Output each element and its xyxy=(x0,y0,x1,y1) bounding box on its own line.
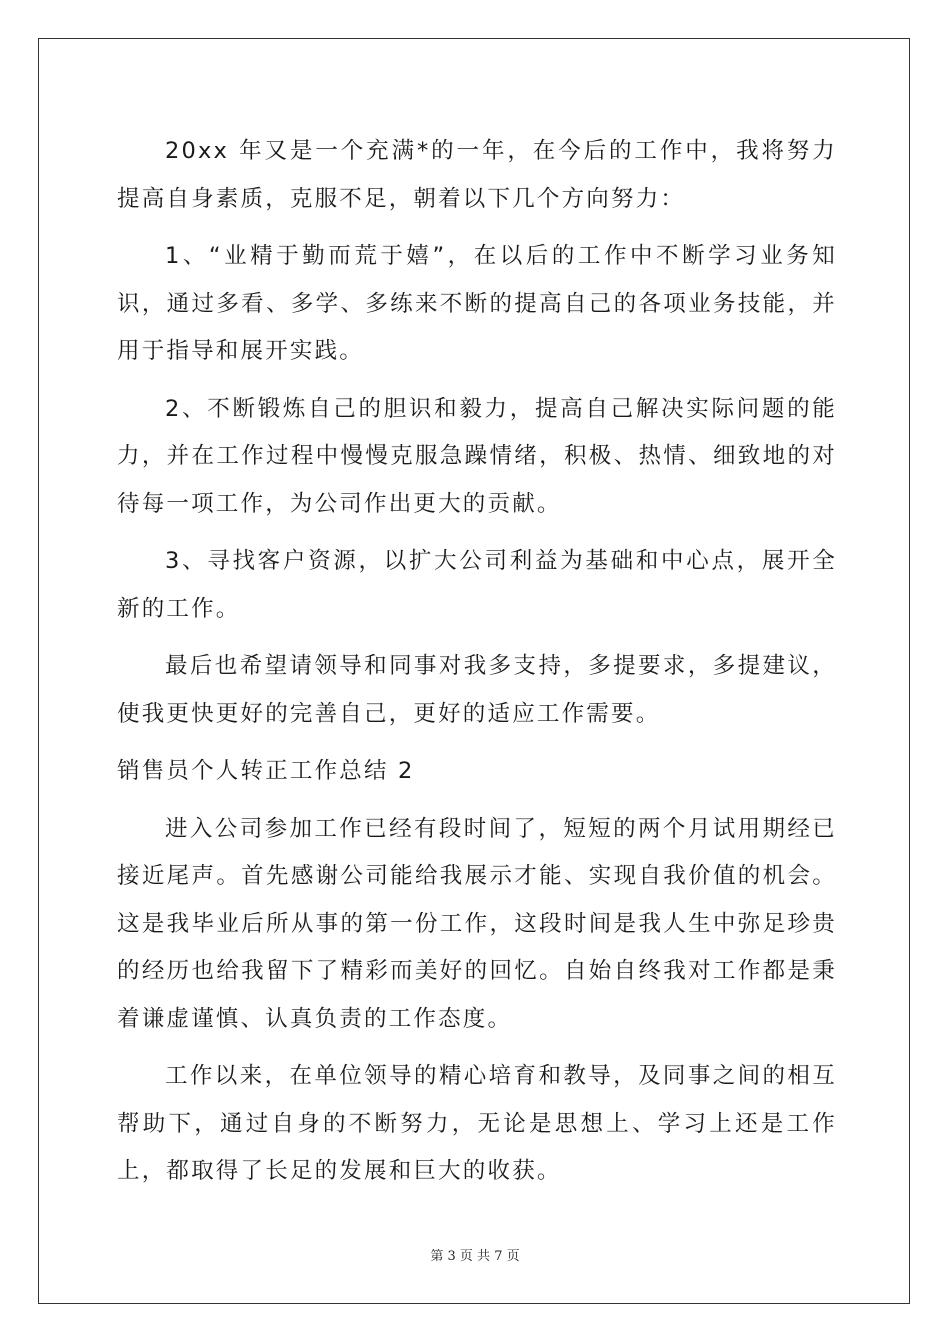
section-heading: 销售员个人转正工作总结 2 xyxy=(117,758,415,784)
page-number-footer: 第 3 页 共 7 页 xyxy=(430,1249,520,1264)
paragraph-closing: 最后也希望请领导和同事对我多支持，多提要求，多提建议，使我更快更好的完善自己，更好的适应工作需要。 xyxy=(117,653,837,727)
paragraph-section-2: 工作以来，在单位领导的精心培育和教导，及同事之间的相互帮助下，通过自身的不断努力，无论是思想上、学习上还是工作上，都取得了长足的发展和巨大的收获。 xyxy=(117,1063,837,1184)
paragraph-point-3: 3、寻找客户资源，以扩大公司利益为基础和中心点，展开全新的工作。 xyxy=(117,548,837,622)
paragraph-point-1: 1、“业精于勤而荒于嬉”，在以后的工作中不断学习业务知识，通过多看、多学、多练来不断的提高自己的各项业务技能，并用于指导和展开实践。 xyxy=(117,243,837,364)
paragraph-section-1: 进入公司参加工作已经有段时间了，短短的两个月试用期经已接近尾声。首先感谢公司能给我展示才能、实现自我价值的机会。这是我毕业后所从事的第一份工作，这段时间是我人生中弥足珍贵的经历也给我留下了精彩而美好的回忆。自始自终我对工作都是秉着谦虚谨慎、认真负责的工作态度。 xyxy=(117,815,837,1032)
document-body xyxy=(117,128,837,1206)
paragraph-intro: 20xx 年又是一个充满*的一年，在今后的工作中，我将努力提高自身素质，克服不足，朝着以下几个方向努力： xyxy=(117,138,837,212)
paragraph-point-2: 2、不断锻炼自己的胆识和毅力，提高自己解决实际问题的能力，并在工作过程中慢慢克服急躁情绪，积极、热情、细致地的对待每一项工作，为公司作出更大的贡献。 xyxy=(117,395,837,517)
